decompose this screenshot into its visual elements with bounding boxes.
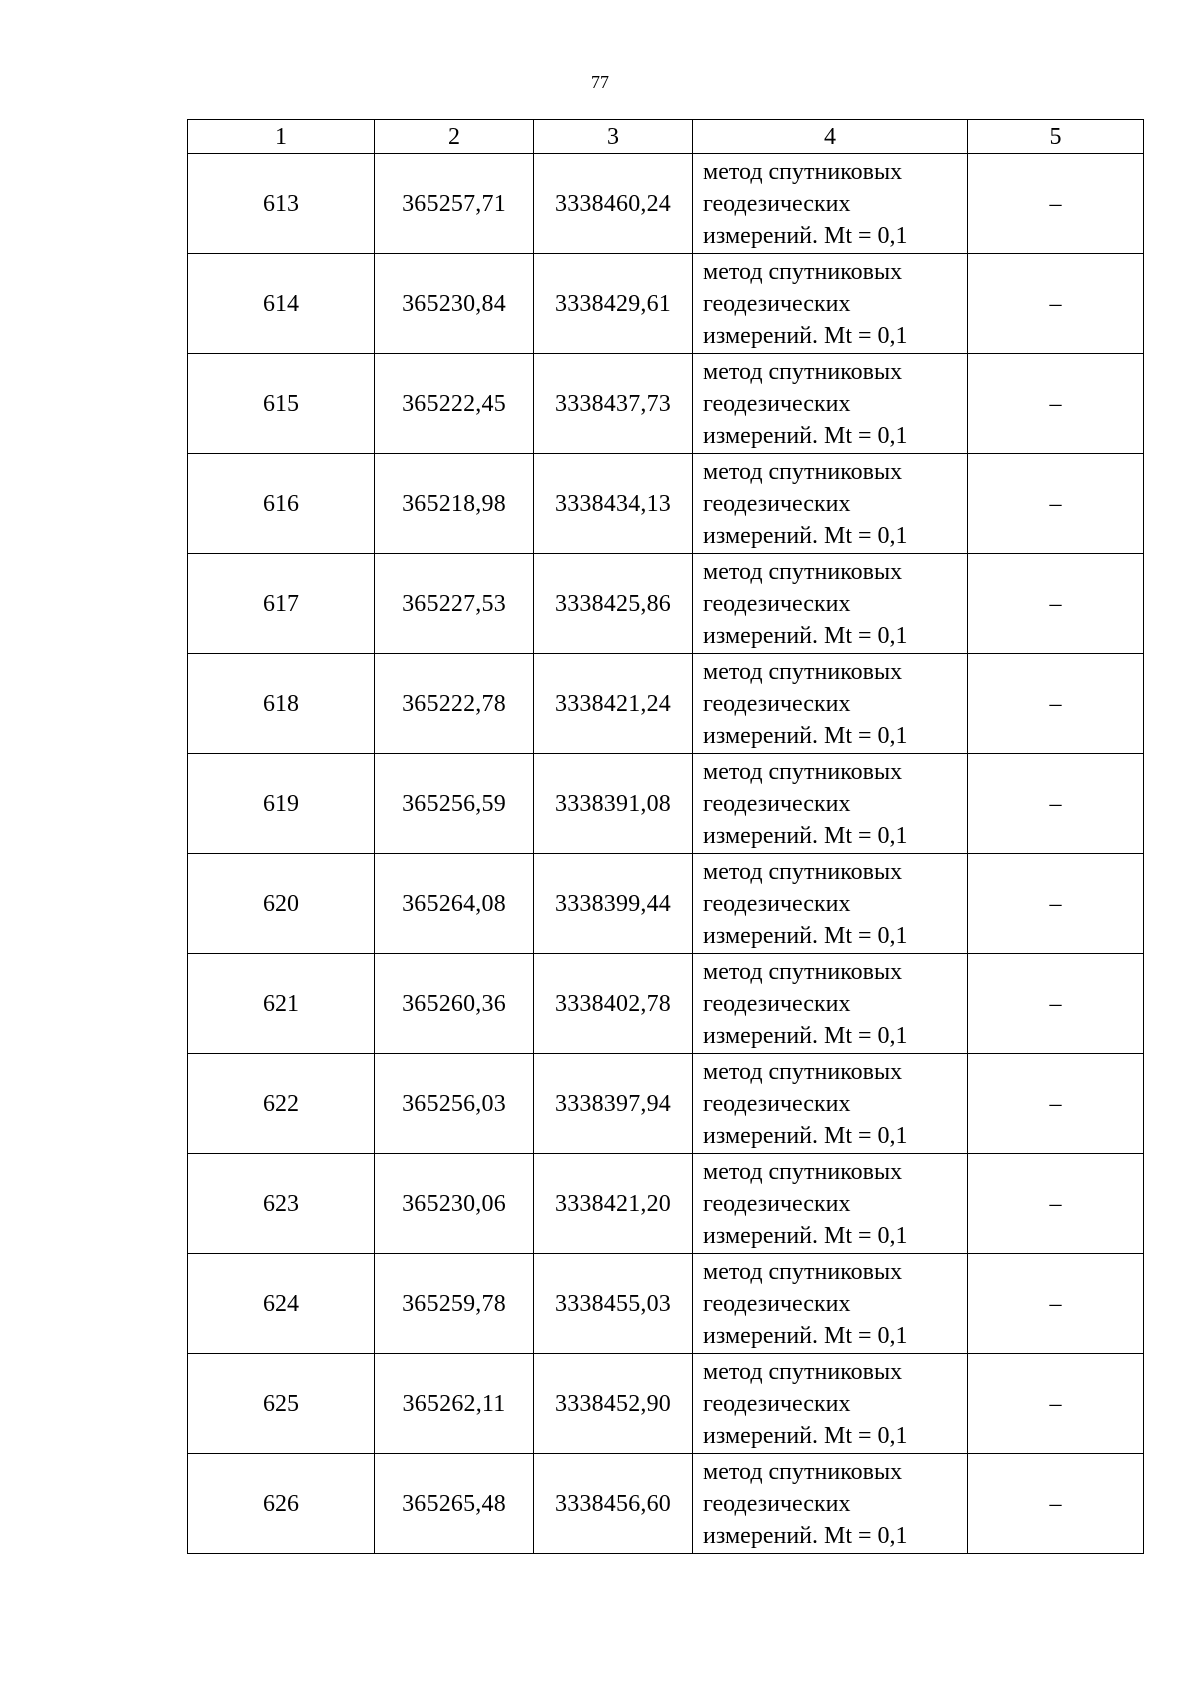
method-cell xyxy=(693,1154,968,1254)
table-row xyxy=(188,1454,1144,1554)
method-line: метод спутниковых xyxy=(703,658,903,685)
method-line: геодезических xyxy=(703,1390,851,1417)
y-coordinate-cell: 3338437,73 xyxy=(534,354,693,454)
point-number-cell: 623 xyxy=(188,1154,375,1254)
y-coordinate-cell: 3338391,08 xyxy=(534,754,693,854)
y-coordinate-cell: 3338456,60 xyxy=(534,1454,693,1554)
method-line: геодезических xyxy=(703,890,851,917)
x-coordinate-cell: 365259,78 xyxy=(375,1254,534,1354)
x-coordinate-cell: 365260,36 xyxy=(375,954,534,1054)
method-cell xyxy=(693,454,968,554)
method-line: геодезических xyxy=(703,1490,851,1517)
method-line: измерений. Mt = 0,1 xyxy=(703,1122,908,1149)
x-coordinate-cell: 365262,11 xyxy=(375,1354,534,1454)
table-row xyxy=(188,354,1144,454)
y-coordinate-cell: 3338434,13 xyxy=(534,454,693,554)
method-line: измерений. Mt = 0,1 xyxy=(703,622,908,649)
method-line: метод спутниковых xyxy=(703,1058,903,1085)
header-cell-1: 1 xyxy=(188,120,375,154)
table-row xyxy=(188,1354,1144,1454)
y-coordinate-cell: 3338460,24 xyxy=(534,154,693,254)
header-cell-5: 5 xyxy=(968,120,1144,154)
note-cell: – xyxy=(968,454,1144,554)
method-line: измерений. Mt = 0,1 xyxy=(703,1322,908,1349)
x-coordinate-cell: 365265,48 xyxy=(375,1454,534,1554)
method-cell xyxy=(693,1254,968,1354)
method-line: геодезических xyxy=(703,1290,851,1317)
method-line: измерений. Mt = 0,1 xyxy=(703,1422,908,1449)
method-line: измерений. Mt = 0,1 xyxy=(703,922,908,949)
method-line: метод спутниковых xyxy=(703,858,903,885)
table-row xyxy=(188,654,1144,754)
table-row xyxy=(188,554,1144,654)
method-line: метод спутниковых xyxy=(703,1358,903,1385)
method-cell xyxy=(693,354,968,454)
table-row xyxy=(188,454,1144,554)
table-row xyxy=(188,1254,1144,1354)
x-coordinate-cell: 365218,98 xyxy=(375,454,534,554)
method-line: метод спутниковых xyxy=(703,458,903,485)
point-number-cell: 626 xyxy=(188,1454,375,1554)
note-cell: – xyxy=(968,1254,1144,1354)
method-cell xyxy=(693,1054,968,1154)
table-row xyxy=(188,754,1144,854)
y-coordinate-cell: 3338429,61 xyxy=(534,254,693,354)
method-line: геодезических xyxy=(703,590,851,617)
note-cell: – xyxy=(968,654,1144,754)
note-cell: – xyxy=(968,154,1144,254)
x-coordinate-cell: 365227,53 xyxy=(375,554,534,654)
header-row xyxy=(188,120,1144,154)
header-cell-4: 4 xyxy=(693,120,968,154)
point-number-cell: 621 xyxy=(188,954,375,1054)
method-cell xyxy=(693,854,968,954)
table-row xyxy=(188,254,1144,354)
method-cell xyxy=(693,1454,968,1554)
method-line: измерений. Mt = 0,1 xyxy=(703,522,908,549)
method-line: метод спутниковых xyxy=(703,758,903,785)
method-line: геодезических xyxy=(703,790,851,817)
note-cell: – xyxy=(968,754,1144,854)
method-cell xyxy=(693,954,968,1054)
point-number-cell: 614 xyxy=(188,254,375,354)
method-cell xyxy=(693,154,968,254)
y-coordinate-cell: 3338421,20 xyxy=(534,1154,693,1254)
method-line: метод спутниковых xyxy=(703,358,903,385)
note-cell: – xyxy=(968,1154,1144,1254)
table-row xyxy=(188,854,1144,954)
x-coordinate-cell: 365264,08 xyxy=(375,854,534,954)
y-coordinate-cell: 3338399,44 xyxy=(534,854,693,954)
x-coordinate-cell: 365230,06 xyxy=(375,1154,534,1254)
method-line: измерений. Mt = 0,1 xyxy=(703,1522,908,1549)
header-cell-2: 2 xyxy=(375,120,534,154)
note-cell: – xyxy=(968,354,1144,454)
table-body xyxy=(188,154,1144,1554)
point-number-cell: 616 xyxy=(188,454,375,554)
y-coordinate-cell: 3338452,90 xyxy=(534,1354,693,1454)
method-line: геодезических xyxy=(703,190,851,217)
header-cell-3: 3 xyxy=(534,120,693,154)
note-cell: – xyxy=(968,1054,1144,1154)
page-number: 77 xyxy=(591,72,609,92)
y-coordinate-cell: 3338421,24 xyxy=(534,654,693,754)
method-cell xyxy=(693,654,968,754)
point-number-cell: 617 xyxy=(188,554,375,654)
method-line: геодезических xyxy=(703,490,851,517)
point-number-cell: 625 xyxy=(188,1354,375,1454)
x-coordinate-cell: 365257,71 xyxy=(375,154,534,254)
table-row xyxy=(188,954,1144,1054)
coordinates-table xyxy=(187,119,1144,1554)
method-line: измерений. Mt = 0,1 xyxy=(703,422,908,449)
method-line: геодезических xyxy=(703,1090,851,1117)
y-coordinate-cell: 3338455,03 xyxy=(534,1254,693,1354)
point-number-cell: 619 xyxy=(188,754,375,854)
method-line: измерений. Mt = 0,1 xyxy=(703,722,908,749)
note-cell: – xyxy=(968,1354,1144,1454)
table-row xyxy=(188,1154,1144,1254)
method-line: измерений. Mt = 0,1 xyxy=(703,322,908,349)
method-cell xyxy=(693,554,968,654)
method-line: геодезических xyxy=(703,1190,851,1217)
y-coordinate-cell: 3338402,78 xyxy=(534,954,693,1054)
method-cell xyxy=(693,754,968,854)
y-coordinate-cell: 3338397,94 xyxy=(534,1054,693,1154)
method-line: метод спутниковых xyxy=(703,558,903,585)
method-line: метод спутниковых xyxy=(703,958,903,985)
note-cell: – xyxy=(968,1454,1144,1554)
method-line: геодезических xyxy=(703,990,851,1017)
method-line: геодезических xyxy=(703,290,851,317)
x-coordinate-cell: 365256,59 xyxy=(375,754,534,854)
x-coordinate-cell: 365222,78 xyxy=(375,654,534,754)
table-row xyxy=(188,1054,1144,1154)
note-cell: – xyxy=(968,554,1144,654)
x-coordinate-cell: 365256,03 xyxy=(375,1054,534,1154)
x-coordinate-cell: 365222,45 xyxy=(375,354,534,454)
method-line: геодезических xyxy=(703,690,851,717)
table-header xyxy=(188,120,1144,154)
table-row xyxy=(188,154,1144,254)
note-cell: – xyxy=(968,254,1144,354)
point-number-cell: 624 xyxy=(188,1254,375,1354)
method-line: измерений. Mt = 0,1 xyxy=(703,822,908,849)
point-number-cell: 618 xyxy=(188,654,375,754)
method-cell xyxy=(693,254,968,354)
method-line: метод спутниковых xyxy=(703,258,903,285)
method-line: измерений. Mt = 0,1 xyxy=(703,1022,908,1049)
method-line: измерений. Mt = 0,1 xyxy=(703,222,908,249)
point-number-cell: 622 xyxy=(188,1054,375,1154)
method-line: метод спутниковых xyxy=(703,1458,903,1485)
note-cell: – xyxy=(968,954,1144,1054)
note-cell: – xyxy=(968,854,1144,954)
point-number-cell: 620 xyxy=(188,854,375,954)
x-coordinate-cell: 365230,84 xyxy=(375,254,534,354)
point-number-cell: 615 xyxy=(188,354,375,454)
method-line: метод спутниковых xyxy=(703,1258,903,1285)
point-number-cell: 613 xyxy=(188,154,375,254)
method-line: метод спутниковых xyxy=(703,158,903,185)
y-coordinate-cell: 3338425,86 xyxy=(534,554,693,654)
method-line: метод спутниковых xyxy=(703,1158,903,1185)
method-line: измерений. Mt = 0,1 xyxy=(703,1222,908,1249)
method-cell xyxy=(693,1354,968,1454)
method-line: геодезических xyxy=(703,390,851,417)
